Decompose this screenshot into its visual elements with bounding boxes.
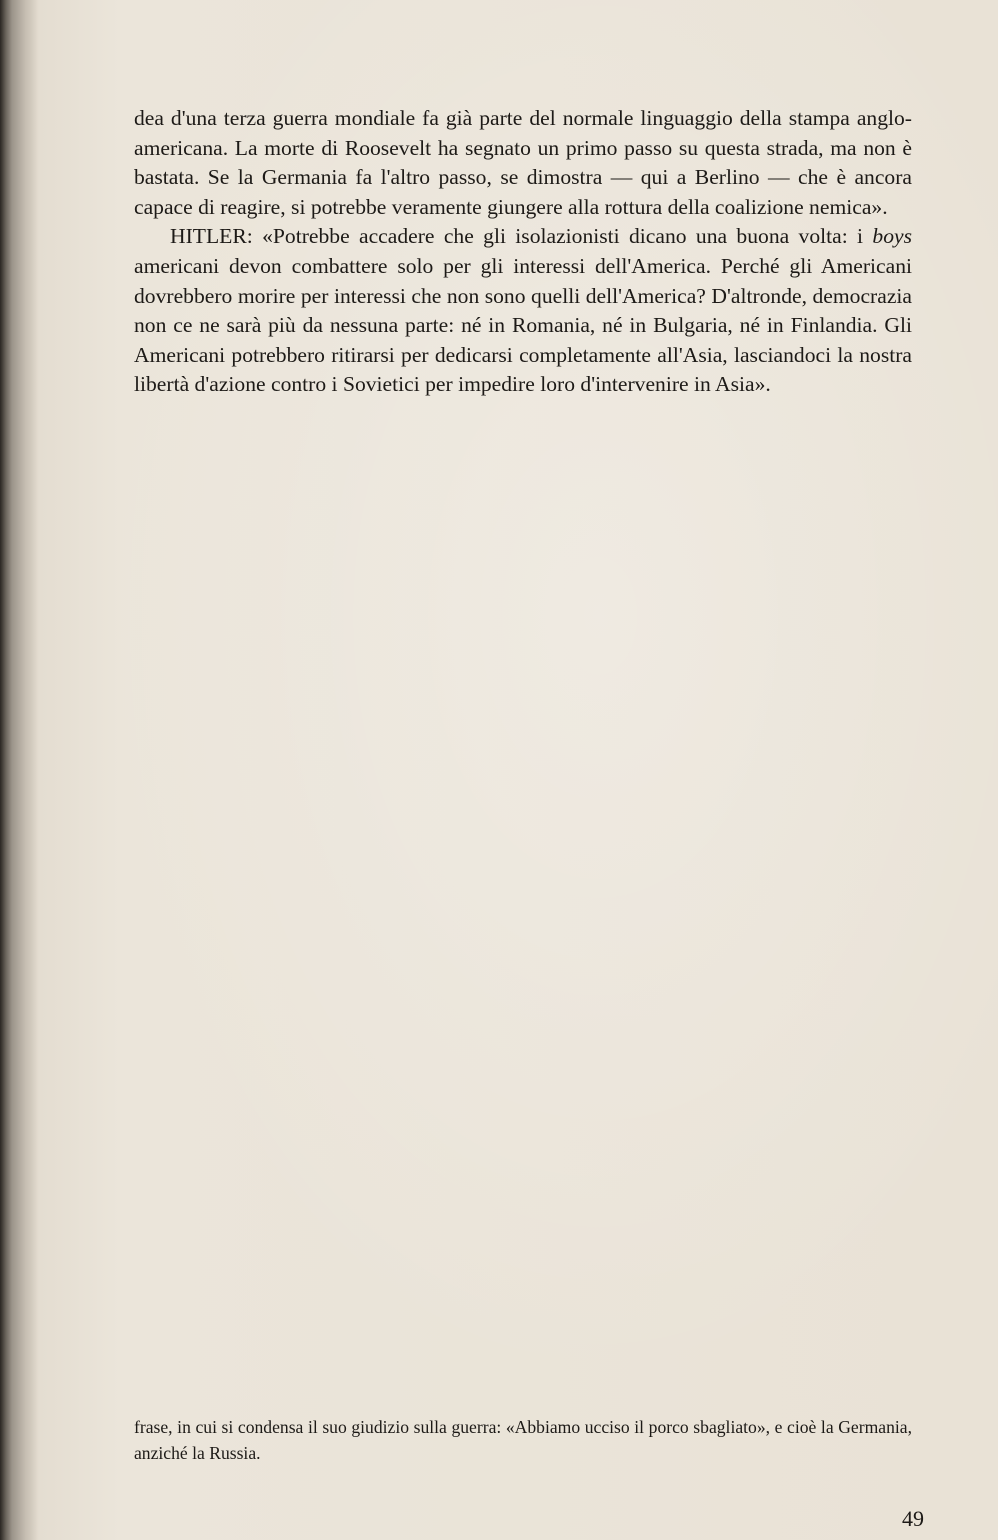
paragraph-2 [134,222,912,400]
footnote-text: frase, in cui si condensa il suo giudizio sulla guerra: «Abbiamo ucciso il porco sbagliato», e cioè la Germania, anziché la Russia. [134,1417,912,1463]
paragraph-2-italic-word: boys [872,224,912,249]
book-binding-shadow [0,0,38,1540]
paragraph-2-before: HITLER: «Potrebbe accadere che gli isolazionisti dicano una buona volta: i [170,224,873,249]
paragraph-2-after: americani devon combattere solo per gli interessi dell'America. Perché gli Americani dovrebbero morire per interessi che non sono quelli dell'America? D'altronde, democrazia non ce ne sarà più da nessuna parte: né in Romania, né in Bulgaria, né in Finlandia. Gli Americani potrebbero ritirarsi per dedicarsi completamente all'Asia, lasciandoci la nostra libertà d'azione contro i Sovietici per impedire loro d'intervenire in Asia». [134,253,912,397]
main-text [134,104,912,400]
page-number: 49 [902,1506,924,1531]
paragraph-1: dea d'una terza guerra mondiale fa già parte del normale linguaggio della stampa anglo-americana. La morte di Roosevelt ha segnato un primo passo su questa strada, ma non è bastata. Se la Germania fa l'altro passo, se dimostra — qui a Berlino — che è ancora capace di reagire, si potrebbe veramente giungere alla rottura della coalizione nemica». [134,106,912,219]
footnote [134,1414,912,1466]
